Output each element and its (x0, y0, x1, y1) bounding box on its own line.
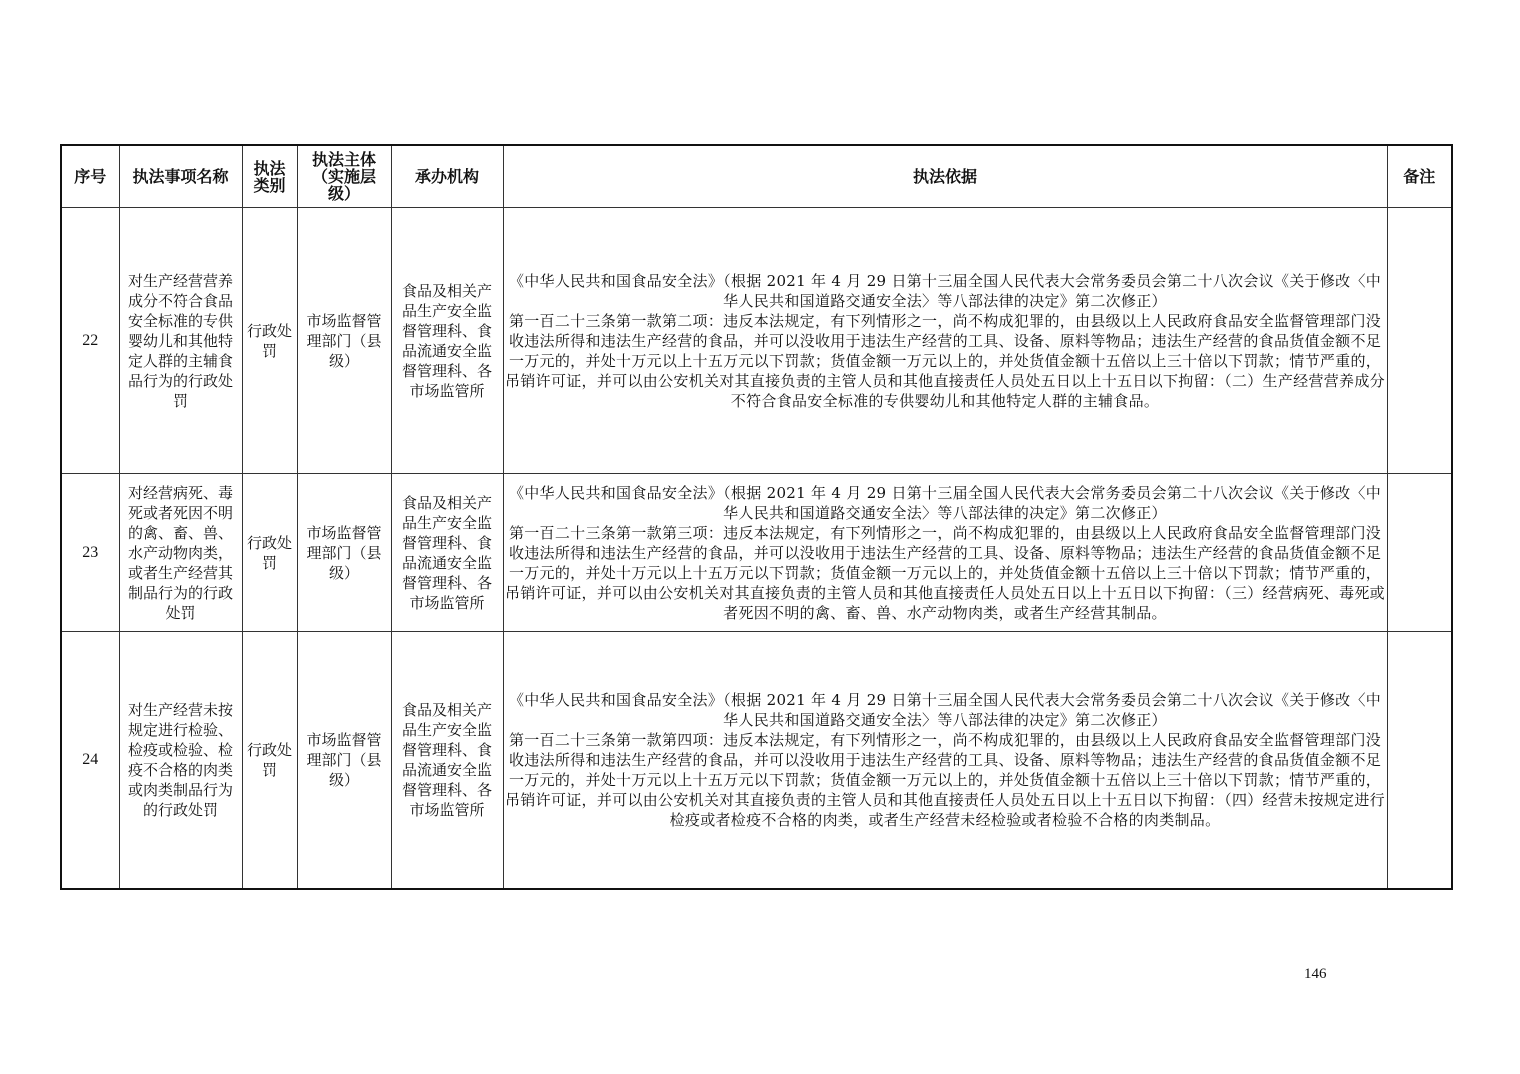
row-basis: 《中华人民共和国食品安全法》（根据 2021 年 4 月 29 日第十三届全国人民代表大会常务委员会第二十八次会议《关于修改〈中华人民共和国道路交通安全法〉等八部法律的决定》第二次修正） 第一百二十三条第一款第四项：违反本法规定，有下列情形之一，尚不构成犯罪的，由县级以上人民政府食品安全监督管理部门没收违法所得和违法生产经营的食品，并可以没收用于违法生产经营的工具、设备、原料等物品；违法生产经营的食品货值金额不足一万元的，并处十万元以上十五万元以下罚款；货值金额一万元以上的，并处货值金额十五倍以上三十倍以下罚款；情节严重的，吊销许可证，并可以由公安机关对其直接负责的主管人员和其他直接责任人员处五日以上十五日以下拘留：（四）经营未按规定进行检疫或者检疫不合格的肉类，或者生产经营未经检验或者检验不合格的肉类制品。 (503, 632, 1387, 890)
header-basis: 执法依据 (503, 145, 1387, 208)
row-basis: 《中华人民共和国食品安全法》（根据 2021 年 4 月 29 日第十三届全国人民代表大会常务委员会第二十八次会议《关于修改〈中华人民共和国道路交通安全法〉等八部法律的决定》第二次修正） 第一百二十三条第一款第二项：违反本法规定，有下列情形之一，尚不构成犯罪的，由县级以上人民政府食品安全监督管理部门没收违法所得和违法生产经营的食品，并可以没收用于违法生产经营的工具、设备、原料等物品；违法生产经营的食品货值金额不足一万元的，并处十万元以上十五万元以下罚款；货值金额一万元以上的，并处货值金额十五倍以上三十倍以下罚款；情节严重的，吊销许可证，并可以由公安机关对其直接负责的主管人员和其他直接责任人员处五日以上十五日以下拘留：（二）生产经营营养成分不符合食品安全标准的专供婴幼儿和其他特定人群的主辅食品。 (503, 208, 1387, 474)
table-header-row (61, 145, 1452, 208)
row-category: 行政处罚 (242, 632, 297, 890)
header-agency: 承办机构 (391, 145, 503, 208)
table-row (61, 474, 1452, 632)
row-remarks (1387, 632, 1452, 890)
row-item-name: 对生产经营未按规定进行检验、检疫或检验、检疫不合格的肉类或肉类制品行为的行政处罚 (119, 632, 242, 890)
table-row (61, 632, 1452, 890)
row-index: 24 (61, 632, 119, 890)
row-basis: 《中华人民共和国食品安全法》（根据 2021 年 4 月 29 日第十三届全国人民代表大会常务委员会第二十八次会议《关于修改〈中华人民共和国道路交通安全法〉等八部法律的决定》第二次修正） 第一百二十三条第一款第三项：违反本法规定，有下列情形之一，尚不构成犯罪的，由县级以上人民政府食品安全监督管理部门没收违法所得和违法生产经营的食品，并可以没收用于违法生产经营的工具、设备、原料等物品；违法生产经营的食品货值金额不足一万元的，并处十万元以上十五万元以下罚款；货值金额一万元以上的，并处货值金额十五倍以上三十倍以下罚款；情节严重的，吊销许可证，并可以由公安机关对其直接负责的主管人员和其他直接责任人员处五日以上十五日以下拘留：（三）经营病死、毒死或者死因不明的禽、畜、兽、水产动物肉类，或者生产经营其制品。 (503, 474, 1387, 632)
row-subject: 市场监督管理部门（县级） (297, 632, 391, 890)
row-index: 22 (61, 208, 119, 474)
row-remarks (1387, 208, 1452, 474)
header-index: 序号 (61, 145, 119, 208)
header-category: 执法类别 (242, 145, 297, 208)
row-remarks (1387, 474, 1452, 632)
enforcement-items-table (60, 144, 1453, 890)
table-row (61, 208, 1452, 474)
header-remarks: 备注 (1387, 145, 1452, 208)
row-agency: 食品及相关产品生产安全监督管理科、食品流通安全监督管理科、各市场监管所 (391, 632, 503, 890)
row-item-name: 对经营病死、毒死或者死因不明的禽、畜、兽、水产动物肉类，或者生产经营其制品行为的行政处罚 (119, 474, 242, 632)
row-category: 行政处罚 (242, 474, 297, 632)
row-item-name: 对生产经营营养成分不符合食品安全标准的专供婴幼儿和其他特定人群的主辅食品行为的行政处罚 (119, 208, 242, 474)
page-number: 146 (1304, 966, 1327, 982)
row-subject: 市场监督管理部门（县级） (297, 208, 391, 474)
row-index: 23 (61, 474, 119, 632)
row-subject: 市场监督管理部门（县级） (297, 474, 391, 632)
row-agency: 食品及相关产品生产安全监督管理科、食品流通安全监督管理科、各市场监管所 (391, 474, 503, 632)
header-subject: 执法主体（实施层级） (297, 145, 391, 208)
row-category: 行政处罚 (242, 208, 297, 474)
header-item-name: 执法事项名称 (119, 145, 242, 208)
row-agency: 食品及相关产品生产安全监督管理科、食品流通安全监督管理科、各市场监管所 (391, 208, 503, 474)
